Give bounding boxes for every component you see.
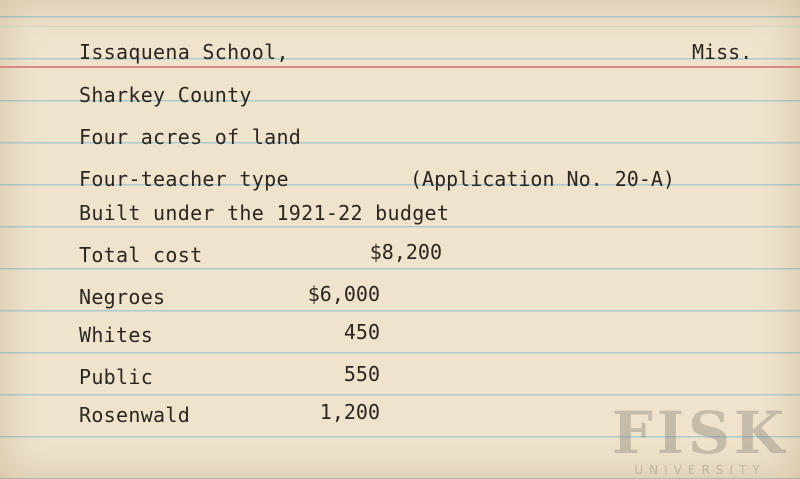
land-line: Four acres of land <box>79 125 302 149</box>
type-line: Four-teacher type <box>79 167 289 191</box>
state-abbrev: Miss. <box>692 40 753 64</box>
header-rule <box>0 66 800 68</box>
school-name: Issaquena School, <box>79 40 289 64</box>
watermark-subtitle: UNIVERSITY <box>634 463 766 477</box>
total-cost-label: Total cost <box>79 243 203 267</box>
fisk-university-watermark <box>610 399 790 477</box>
contribution-label-rosenwald: Rosenwald <box>79 403 191 427</box>
contribution-label-negroes: Negroes <box>79 285 166 309</box>
contribution-value-rosenwald: 1,200 <box>319 400 380 424</box>
total-cost-value: $8,200 <box>369 240 442 264</box>
watermark-name: FISK <box>611 399 789 467</box>
application-number: (Application No. 20-A) <box>410 167 675 191</box>
contribution-label-whites: Whites <box>79 323 154 347</box>
contribution-value-public: 550 <box>343 362 380 386</box>
contribution-value-negroes: $6,000 <box>307 282 380 306</box>
county-line: Sharkey County <box>79 83 252 107</box>
contribution-label-public: Public <box>79 365 154 389</box>
budget-line: Built under the 1921-22 budget <box>79 201 450 225</box>
contribution-value-whites: 450 <box>343 320 380 344</box>
faint-top-rule <box>0 26 800 27</box>
